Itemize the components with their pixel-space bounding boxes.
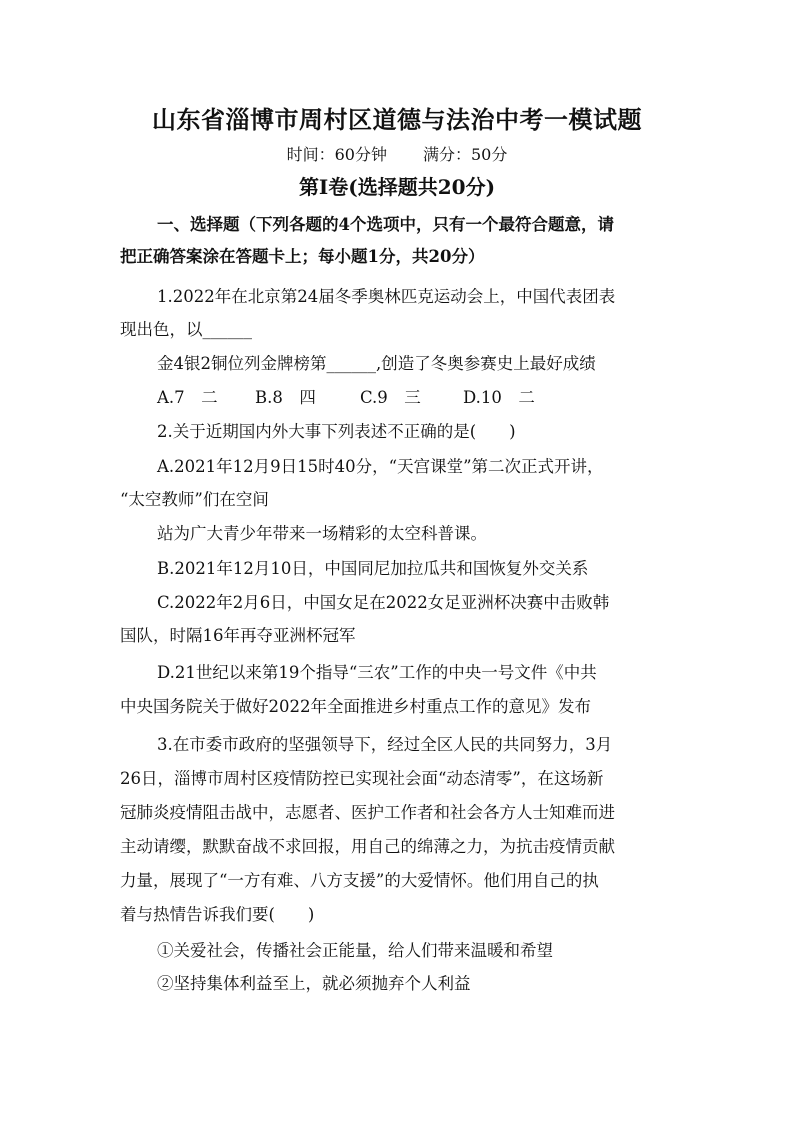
option-b: B.8 四: [255, 388, 316, 407]
option-a: A.7 二: [157, 388, 218, 407]
question-3-line-2: 26日，淄博市周村区疫情防控已实现社会面“动态清零”，在这场新: [120, 769, 604, 788]
question-2-a-line-2: “太空教师”们在空间: [120, 490, 269, 509]
question-3-line-6: 着与热情告诉我们要( ): [120, 905, 315, 924]
exam-meta: [0, 142, 794, 165]
question-3-line-1: 3.在市委市政府的坚强领导下，经过全区人民的共同努力，3月: [157, 735, 613, 754]
question-3-line-3: 冠肺炎疫情阻击战中，志愿者、医护工作者和社会各方人士知难而进: [120, 803, 615, 822]
question-2-a-line-3: 站为广大青少年带来一场精彩的太空科普课。: [157, 524, 487, 543]
question-2-d-line-2: 中央国务院关于做好2022年全面推进乡村重点工作的意见》发布: [120, 697, 591, 716]
time-limit: 时间：60分钟: [286, 145, 387, 164]
question-2-c-line-2: 国队，时隔16年再夺亚洲杯冠军: [120, 626, 356, 645]
question-3-item-1: ①关爱社会，传播社会正能量，给人们带来温暖和希望: [157, 941, 553, 960]
instructions-line-2: 把正确答案涂在答题卡上；每小题1分，共20分）: [120, 247, 485, 266]
question-1-line-1: 1.2022年在北京第24届冬季奥林匹克运动会上，中国代表团表: [157, 287, 616, 306]
page-title: 山东省淄博市周村区道德与法治中考一模试题: [152, 105, 642, 134]
question-2-a-line-1: A.2021年12月9日15时40分，“天宫课堂”第二次正式开讲，: [157, 457, 604, 476]
question-1-line-2: 现出色，以______: [120, 320, 252, 339]
question-2-c-line-1: C.2022年2月6日，中国女足在2022女足亚洲杯决赛中击败韩: [157, 593, 610, 612]
question-1-options: [157, 384, 535, 408]
question-3-line-5: 力量，展现了“一方有难、八方支援”的大爱情怀。他们用自己的执: [120, 871, 599, 890]
question-3-line-4: 主动请缨，默默奋战不求回报，用自己的绵薄之力，为抗击疫情贡献: [120, 837, 615, 856]
question-2-b: B.2021年12月10日，中国同尼加拉瓜共和国恢复外交关系: [157, 559, 589, 578]
option-c: C.9 三: [360, 388, 421, 407]
question-1-line-3: 金4银2铜位列金牌榜第______,创造了冬奥参赛史上最好成绩: [157, 354, 596, 373]
question-2-stem: 2.关于近期国内外大事下列表述不正确的是( ): [157, 422, 516, 441]
question-2-d-line-1: D.21世纪以来第19个指导“三农”工作的中央一号文件《中共: [157, 663, 597, 682]
full-score: 满分：50分: [423, 145, 508, 164]
question-3-item-2: ②坚持集体利益至上，就必须抛弃个人利益: [157, 974, 471, 993]
section-title: 第Ⅰ卷(选择题共20分): [298, 175, 496, 199]
option-d: D.10 二: [463, 388, 535, 407]
instructions-line-1: 一、选择题（下列各题的4个选项中，只有一个最符合题意，请: [157, 215, 614, 234]
